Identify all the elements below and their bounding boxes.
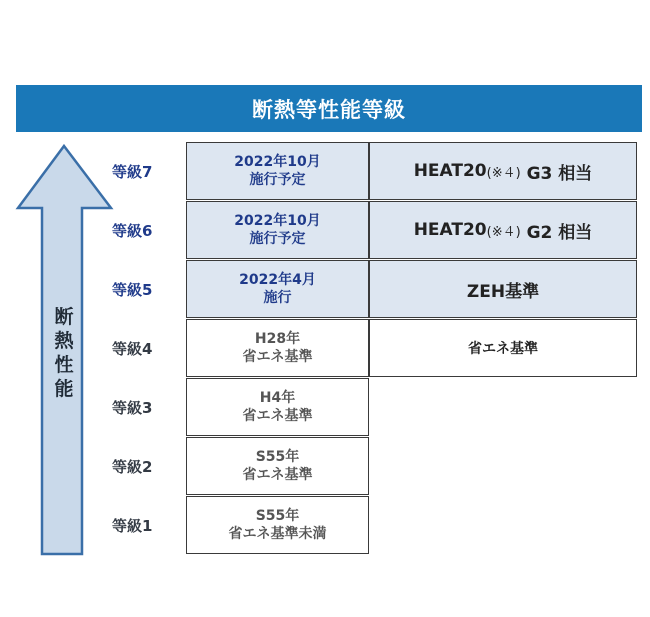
grade-label: 等級6 [112,221,153,240]
enforcement-standard: 省エネ基準 [242,408,313,424]
standard-cell [369,142,637,200]
enforcement-cell [186,319,369,377]
arrow-char: 能 [54,378,74,400]
arrow-char: 熱 [54,330,74,352]
enforcement-status: 施行予定 [249,172,306,188]
footnote-ref: (※４) [486,224,521,240]
enforcement-date: 2022年10月 [234,154,321,170]
grade-label: 等級7 [112,162,153,181]
enforcement-cell [186,260,369,318]
enforcement-cell [186,437,369,495]
enforcement-standard: 省エネ基準 [242,349,313,365]
grade-label: 等級5 [112,280,153,299]
enforcement-cell [186,496,369,554]
enforcement-cell [186,378,369,436]
standard-cell [369,319,637,377]
enforcement-standard: 省エネ基準未満 [228,526,327,542]
grade-label: 等級1 [112,516,153,535]
enforcement-date: 2022年4月 [239,272,316,288]
grade-label: 等級3 [112,398,153,417]
arrow-label [49,305,79,401]
enforcement-standard: 省エネ基準 [242,467,313,483]
enforcement-year: H28年 [254,331,301,347]
standard-main: HEAT20 [413,161,487,181]
standard-cell [369,201,637,259]
enforcement-year: H4年 [259,390,296,406]
standard-main: HEAT20 [413,220,487,240]
standard-main: 省エネ基準 [468,341,538,357]
enforcement-cell [186,142,369,200]
enforcement-date: 2022年10月 [234,213,321,229]
standard-cell [369,260,637,318]
arrow-char: 断 [54,306,74,328]
grade-label: 等級2 [112,457,153,476]
enforcement-status: 施行 [263,290,292,306]
enforcement-cell [186,201,369,259]
standard-main: ZEH基準 [466,281,540,302]
arrow-char: 性 [54,354,74,376]
grade-label: 等級4 [112,339,153,358]
enforcement-year: S55年 [255,449,300,465]
standard-grade: G3 相当 [520,163,593,184]
footnote-ref: (※４) [486,165,521,181]
enforcement-status: 施行予定 [249,231,306,247]
enforcement-year: S55年 [255,508,300,524]
title: 断熱等性能等級 [252,97,406,122]
standard-grade: G2 相当 [520,222,593,243]
